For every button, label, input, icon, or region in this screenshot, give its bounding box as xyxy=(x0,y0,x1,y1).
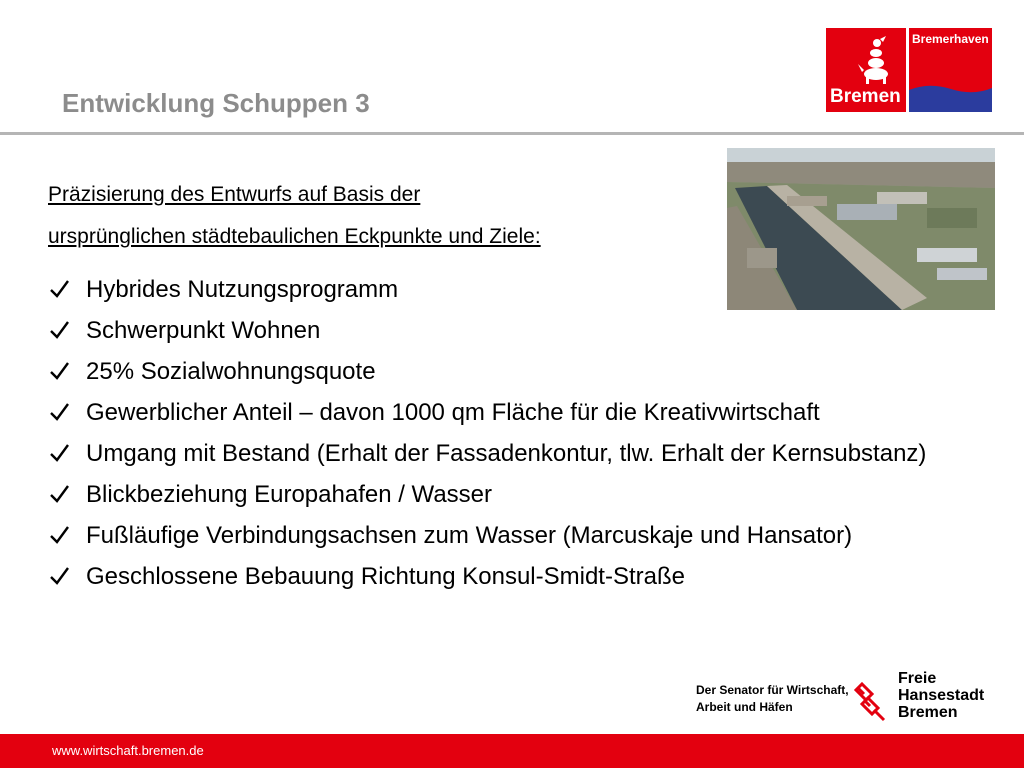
list-item xyxy=(46,520,986,551)
title-divider xyxy=(0,132,1024,135)
slide-title: Entwicklung Schuppen 3 xyxy=(62,88,370,118)
list-item xyxy=(46,274,986,305)
list-item xyxy=(46,438,986,469)
check-icon xyxy=(48,278,70,300)
bremen-logo xyxy=(826,28,992,112)
list-item-text: Schwerpunkt Wohnen xyxy=(86,317,321,344)
town-musicians-icon xyxy=(856,34,896,84)
check-icon xyxy=(48,319,70,341)
state-line-1: Freie xyxy=(898,670,937,687)
list-item-text: Fußläufige Verbindungsachsen zum Wasser (Marcuskaje und Hansator) xyxy=(86,522,853,549)
list-item xyxy=(46,315,986,346)
check-icon xyxy=(48,360,70,382)
logo-port: Bremerhaven xyxy=(912,32,989,46)
footer-bar xyxy=(0,734,1024,768)
logo-city: Bremen xyxy=(830,86,901,107)
check-icon xyxy=(48,483,70,505)
senator-line-1: Der Senator für Wirtschaft, xyxy=(696,683,849,697)
list-item-text: Hybrides Nutzungsprogramm xyxy=(86,276,399,303)
state-line-2: Hansestadt xyxy=(898,687,985,704)
intro-line-1: Präzisierung des Entwurfs auf Basis der xyxy=(48,183,421,206)
list-item xyxy=(46,397,986,428)
list-item-text: Blickbeziehung Europahafen / Wasser xyxy=(86,481,493,508)
check-icon xyxy=(48,401,70,423)
intro-line-2: ursprünglichen städtebaulichen Eckpunkte und Ziele: xyxy=(48,225,541,248)
list-item xyxy=(46,479,986,510)
intro-text xyxy=(48,174,728,258)
senator-line-2: Arbeit und Häfen xyxy=(696,700,793,714)
list-item xyxy=(46,356,986,387)
wave-icon xyxy=(909,80,992,112)
check-icon xyxy=(48,524,70,546)
check-icon xyxy=(48,442,70,464)
bremen-coat-of-arms-icon xyxy=(852,680,888,722)
list-item-text: Geschlossene Bebauung Richtung Konsul-Smidt-Straße xyxy=(86,563,685,590)
state-label xyxy=(898,670,984,721)
list-item-text: Umgang mit Bestand (Erhalt der Fassadenkontur, tlw. Erhalt der Kernsubstanz) xyxy=(86,440,927,467)
check-icon xyxy=(48,565,70,587)
state-line-3: Bremen xyxy=(898,704,958,721)
footer-url[interactable]: www.wirtschaft.bremen.de xyxy=(52,743,204,758)
list-item-text: 25% Sozialwohnungsquote xyxy=(86,358,376,385)
list-item-text: Gewerblicher Anteil – davon 1000 qm Fläche für die Kreativwirtschaft xyxy=(86,399,820,426)
goal-list xyxy=(46,274,986,602)
list-item xyxy=(46,561,986,592)
senator-label xyxy=(696,682,849,716)
